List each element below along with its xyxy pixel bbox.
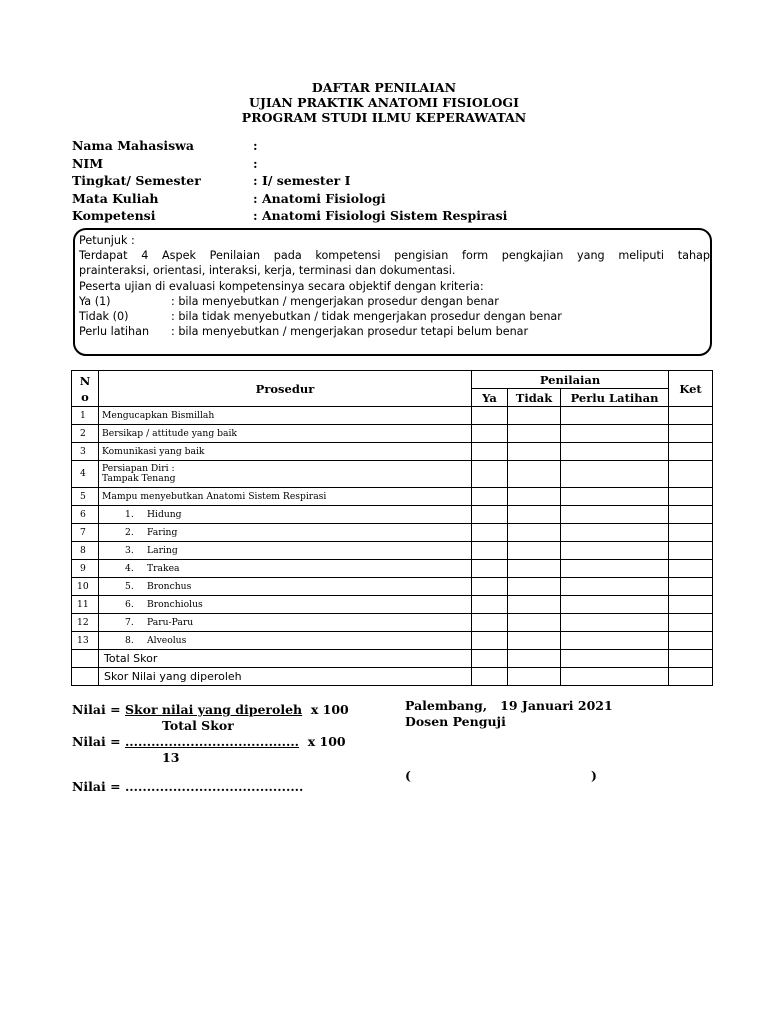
cell-tidak[interactable] (508, 596, 561, 614)
cell-ket[interactable] (669, 614, 713, 632)
cell-ket[interactable] (669, 506, 713, 524)
row-number: 13 (72, 632, 99, 650)
instructions-heading: Petunjuk : (79, 234, 135, 247)
info-row-kompetensi (72, 207, 507, 225)
cell-ya[interactable] (472, 596, 508, 614)
table-row (72, 524, 713, 542)
row-number: 5 (72, 488, 99, 506)
cell-ya[interactable] (472, 560, 508, 578)
identity-block (72, 137, 507, 225)
cell-ket[interactable] (669, 443, 713, 461)
cell-perlu-latihan[interactable] (561, 596, 669, 614)
info-row-nim (72, 155, 507, 173)
row-number: 12 (72, 614, 99, 632)
nilai-numerator: Skor nilai yang diperoleh (124, 702, 303, 717)
cell-ket[interactable] (669, 488, 713, 506)
table-row (72, 596, 713, 614)
info-label: NIM (72, 155, 104, 171)
cell-ket[interactable] (669, 632, 713, 650)
nilai-multiplier: x 100 (299, 734, 346, 749)
table-row (72, 443, 713, 461)
item-number: 5. (125, 580, 134, 592)
row-prosedur: Mampu menyebutkan Anatomi Sistem Respirasi (99, 488, 472, 506)
criteria-key: Tidak (0) (79, 310, 129, 324)
doc-title (0, 80, 768, 125)
cell-perlu-latihan[interactable] (561, 650, 669, 668)
criteria-ya (79, 294, 710, 309)
criteria-key: Perlu latihan (79, 325, 150, 339)
item-number: 3. (125, 544, 134, 556)
row-prosedur-line-2: Tampak Tenang (102, 473, 176, 484)
cell-ya[interactable] (472, 668, 508, 686)
row-number (72, 668, 99, 686)
criteria-desc: : bila menyebutkan / mengerjakan prosedur dengan benar (171, 294, 499, 308)
row-number: 11 (72, 596, 99, 614)
instructions-line-1: Terdapat 4 Aspek Penilaian pada kompetensi pengisian form pengkajian yang meliputi tahap (79, 249, 710, 263)
info-label: Nama Mahasiswa (72, 138, 195, 153)
cell-ya[interactable] (472, 407, 508, 425)
row-number (72, 650, 99, 668)
cell-tidak[interactable] (508, 506, 561, 524)
item-number: 4. (125, 562, 134, 574)
row-prosedur: Komunikasi yang baik (99, 443, 472, 461)
cell-tidak[interactable] (508, 632, 561, 650)
signature-name-line-end (591, 768, 597, 784)
nilai-prefix: Nilai = (72, 734, 125, 749)
cell-tidak[interactable] (508, 524, 561, 542)
cell-tidak[interactable] (508, 461, 561, 488)
cell-ket[interactable] (669, 560, 713, 578)
col-header-tidak: Tidak (508, 389, 561, 407)
cell-ya[interactable] (472, 461, 508, 488)
cell-ya[interactable] (472, 506, 508, 524)
cell-tidak[interactable] (508, 488, 561, 506)
item-text: Hidung (147, 508, 182, 520)
nilai-blank-numerator[interactable]: ........................................ (124, 734, 300, 749)
cell-tidak[interactable] (508, 578, 561, 596)
col-header-penilaian: Penilaian (472, 371, 669, 389)
paren-open: ( (405, 768, 411, 783)
instructions-text (79, 233, 710, 339)
cell-ket[interactable] (669, 542, 713, 560)
row-prosedur (99, 578, 472, 596)
table-row (72, 461, 713, 488)
cell-perlu-latihan[interactable] (561, 488, 669, 506)
cell-perlu-latihan[interactable] (561, 668, 669, 686)
cell-tidak[interactable] (508, 425, 561, 443)
row-number: 6 (72, 506, 99, 524)
cell-tidak[interactable] (508, 407, 561, 425)
nilai-denominator-number: 13 (162, 750, 180, 765)
cell-ya[interactable] (472, 614, 508, 632)
info-row-nama (72, 137, 507, 155)
item-number: 2. (125, 526, 134, 538)
item-text: Laring (147, 544, 178, 556)
info-label: Tingkat/ Semester (72, 173, 201, 188)
cell-perlu-latihan[interactable] (561, 407, 669, 425)
col-header-ya: Ya (472, 389, 508, 407)
info-value: : Anatomi Fisiologi Sistem Respirasi (253, 208, 508, 223)
table-row (72, 632, 713, 650)
row-prosedur (99, 542, 472, 560)
row-prosedur (99, 632, 472, 650)
info-row-tingkat (72, 172, 507, 190)
signature-block (405, 698, 613, 730)
place-date: Palembang, 19 Januari 2021 (405, 698, 613, 713)
table-row (72, 560, 713, 578)
info-label: Mata Kuliah (72, 190, 159, 206)
item-number: 1. (125, 508, 134, 520)
info-value: : Anatomi Fisiologi (253, 190, 386, 206)
row-number: 10 (72, 578, 99, 596)
cell-perlu-latihan[interactable] (561, 614, 669, 632)
cell-ket[interactable] (669, 578, 713, 596)
cell-tidak[interactable] (508, 560, 561, 578)
info-value: : (253, 138, 258, 153)
cell-ya[interactable] (472, 425, 508, 443)
cell-perlu-latihan[interactable] (561, 443, 669, 461)
skor-nilai-row (72, 668, 713, 686)
title-line-2: UJIAN PRAKTIK ANATOMI FISIOLOGI (249, 95, 519, 110)
table-row (72, 425, 713, 443)
cell-ket[interactable] (669, 668, 713, 686)
cell-perlu-latihan[interactable] (561, 506, 669, 524)
col-header-no: N o (72, 371, 99, 407)
col-header-perlu-latihan: Perlu Latihan (561, 389, 669, 407)
criteria-desc: : bila menyebutkan / mengerjakan prosedur tetapi belum benar (171, 325, 529, 339)
assessment-table (71, 370, 713, 686)
item-text: Alveolus (147, 634, 187, 646)
total-skor-row (72, 650, 713, 668)
item-text: Paru-Paru (147, 616, 194, 628)
cell-tidak[interactable] (508, 542, 561, 560)
row-prosedur: Mengucapkan Bismillah (99, 407, 472, 425)
signature-name-line[interactable] (405, 768, 411, 784)
cell-ya[interactable] (472, 524, 508, 542)
cell-ya[interactable] (472, 542, 508, 560)
row-prosedur (99, 524, 472, 542)
cell-ket[interactable] (669, 461, 713, 488)
cell-ya[interactable] (472, 488, 508, 506)
cell-perlu-latihan[interactable] (561, 461, 669, 488)
row-number: 7 (72, 524, 99, 542)
cell-perlu-latihan[interactable] (561, 560, 669, 578)
col-header-prosedur: Prosedur (99, 371, 472, 407)
col-header-ket: Ket (669, 371, 713, 407)
table-row (72, 407, 713, 425)
cell-tidak[interactable] (508, 668, 561, 686)
row-prosedur: Bersikap / attitude yang baik (99, 425, 472, 443)
cell-perlu-latihan[interactable] (561, 632, 669, 650)
cell-ket[interactable] (669, 524, 713, 542)
nilai-formula (72, 702, 349, 795)
nilai-line-3 (72, 734, 349, 750)
nilai-prefix: Nilai = (72, 702, 125, 717)
title-line-3: PROGRAM STUDI ILMU KEPERAWATAN (241, 110, 527, 125)
row-prosedur-line-1: Persiapan Diri : (102, 463, 175, 474)
table-row (72, 578, 713, 596)
info-value: : I/ semester I (253, 173, 351, 188)
row-prosedur (99, 461, 472, 488)
row-number: 9 (72, 560, 99, 578)
info-value: : (253, 155, 258, 171)
cell-perlu-latihan[interactable] (561, 425, 669, 443)
table-row (72, 506, 713, 524)
row-number: 3 (72, 443, 99, 461)
row-prosedur (99, 506, 472, 524)
cell-tidak[interactable] (508, 443, 561, 461)
criteria-desc: : bila tidak menyebutkan / tidak mengerjakan prosedur dengan benar (171, 310, 562, 324)
item-text: Bronchus (147, 580, 192, 592)
criteria-tidak (79, 309, 710, 324)
item-number: 6. (125, 598, 134, 610)
table-row (72, 488, 713, 506)
row-number: 8 (72, 542, 99, 560)
row-number: 4 (72, 461, 99, 488)
cell-ket[interactable] (669, 650, 713, 668)
criteria-perlu-latihan (79, 324, 710, 339)
cell-tidak[interactable] (508, 650, 561, 668)
skor-nilai-label: Skor Nilai yang diperoleh (99, 668, 472, 686)
cell-perlu-latihan[interactable] (561, 524, 669, 542)
cell-ya[interactable] (472, 578, 508, 596)
item-number: 8. (125, 634, 134, 646)
row-prosedur (99, 596, 472, 614)
item-number: 7. (125, 616, 134, 628)
item-text: Bronchiolus (147, 598, 203, 610)
cell-ket[interactable] (669, 425, 713, 443)
cell-tidak[interactable] (508, 614, 561, 632)
row-number: 2 (72, 425, 99, 443)
info-label: Kompetensi (72, 208, 156, 223)
title-line-1: DAFTAR PENILAIAN (311, 80, 457, 95)
cell-ket[interactable] (669, 407, 713, 425)
cell-ya[interactable] (472, 650, 508, 668)
cell-ya[interactable] (472, 632, 508, 650)
info-row-mata-kuliah (72, 190, 507, 208)
row-prosedur (99, 614, 472, 632)
paren-close: ) (591, 768, 597, 783)
nilai-denominator: Total Skor (162, 718, 234, 733)
instructions-line-3: Peserta ujian di evaluasi kompetensinya secara objektif dengan kriteria: (79, 279, 484, 293)
nilai-line-1 (72, 702, 349, 718)
cell-perlu-latihan[interactable] (561, 542, 669, 560)
cell-ket[interactable] (669, 596, 713, 614)
cell-ya[interactable] (472, 443, 508, 461)
row-prosedur (99, 560, 472, 578)
cell-perlu-latihan[interactable] (561, 578, 669, 596)
table-row (72, 542, 713, 560)
item-text: Faring (147, 526, 178, 538)
examiner-role: Dosen Penguji (405, 714, 506, 729)
table-row (72, 614, 713, 632)
item-text: Trakea (147, 562, 180, 574)
criteria-key: Ya (1) (79, 294, 111, 308)
nilai-result[interactable]: Nilai = ......................................... (72, 779, 304, 794)
nilai-multiplier: x 100 (302, 702, 349, 717)
row-number: 1 (72, 407, 99, 425)
total-skor-label: Total Skor (99, 650, 472, 668)
instructions-line-2: prainteraksi, orientasi, interaksi, kerja, terminasi dan dokumentasi. (79, 264, 456, 278)
